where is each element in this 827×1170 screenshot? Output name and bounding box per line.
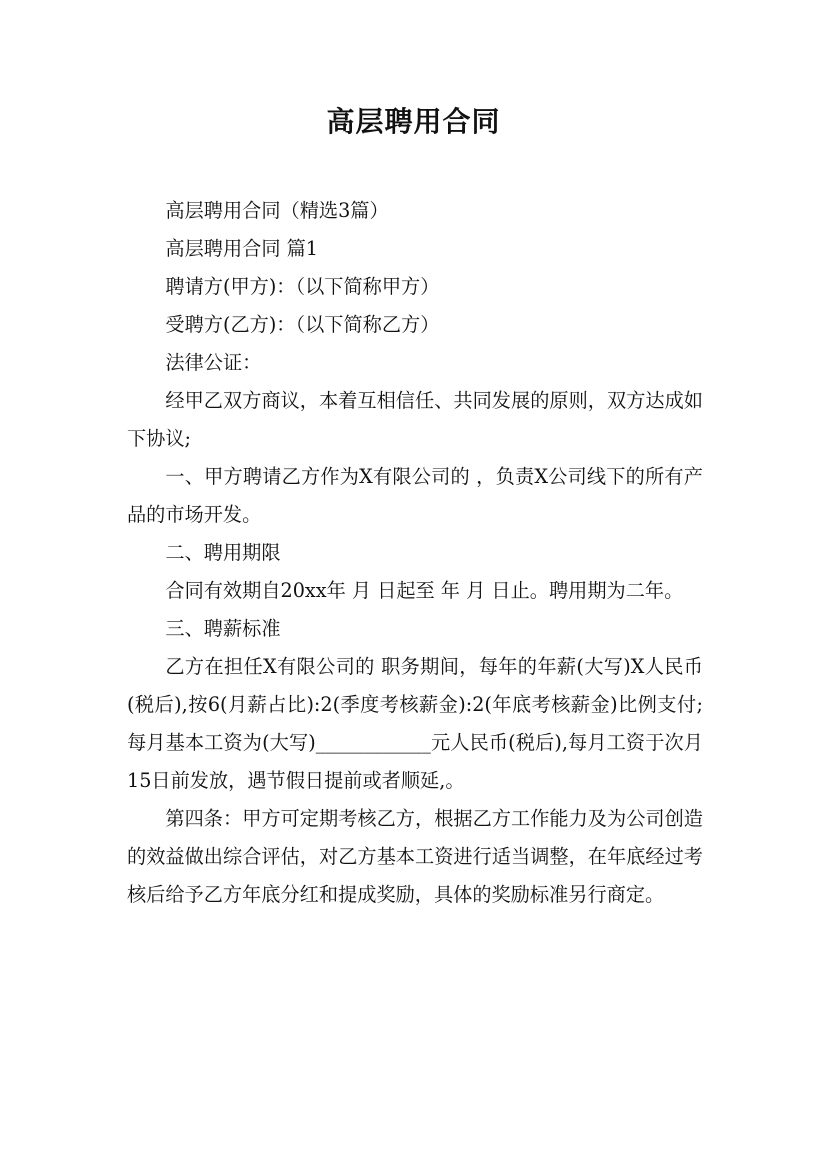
paragraph-agreement: 经甲乙双方商议，本着互相信任、共同发展的原则，双方达成如下协议; — [127, 389, 703, 450]
paragraph-notarization: 法律公证： — [165, 351, 262, 374]
paragraph-clause-2-heading: 二、聘用期限 — [165, 541, 281, 564]
paragraph-clause-4: 第四条：甲方可定期考核乙方，根据乙方工作能力及为公司创造的效益做出综合评估，对乙方基本工资进行适当调整，在年底经过考核后给予乙方年底分红和提成奖励，具体的奖励标准另行商定。 — [127, 807, 703, 906]
paragraph-clause-3-heading: 三、聘薪标准 — [165, 617, 281, 640]
paragraph-employer: 聘请方(甲方)：（以下简称甲方） — [165, 275, 440, 298]
paragraph-employee: 受聘方(乙方)：（以下简称乙方） — [165, 313, 440, 336]
paragraph-section-heading: 高层聘用合同 篇1 — [165, 237, 319, 260]
paragraph-term: 合同有效期自20xx年 月 日起至 年 月 日止。聘用期为二年。 — [165, 579, 684, 602]
paragraph-clause-1: 一、甲方聘请乙方作为X有限公司的 ，负责X公司线下的所有产品的市场开发。 — [127, 465, 703, 526]
document-title: 高层聘用合同 — [326, 105, 501, 138]
paragraph-subtitle: 高层聘用合同（精选3篇） — [165, 199, 389, 222]
paragraph-salary: 乙方在担任X有限公司的 职务期间，每年的年薪(大写)X人民币(税后),按6(月薪占比):2(季度考核薪金):2(年底考核薪金)比例支付;每月基本工资为(大写)____________元人民币(税后),每月工资于次月15日前发放，遇节假日提前或者顺延,。 — [127, 655, 703, 792]
document-body — [127, 192, 703, 914]
